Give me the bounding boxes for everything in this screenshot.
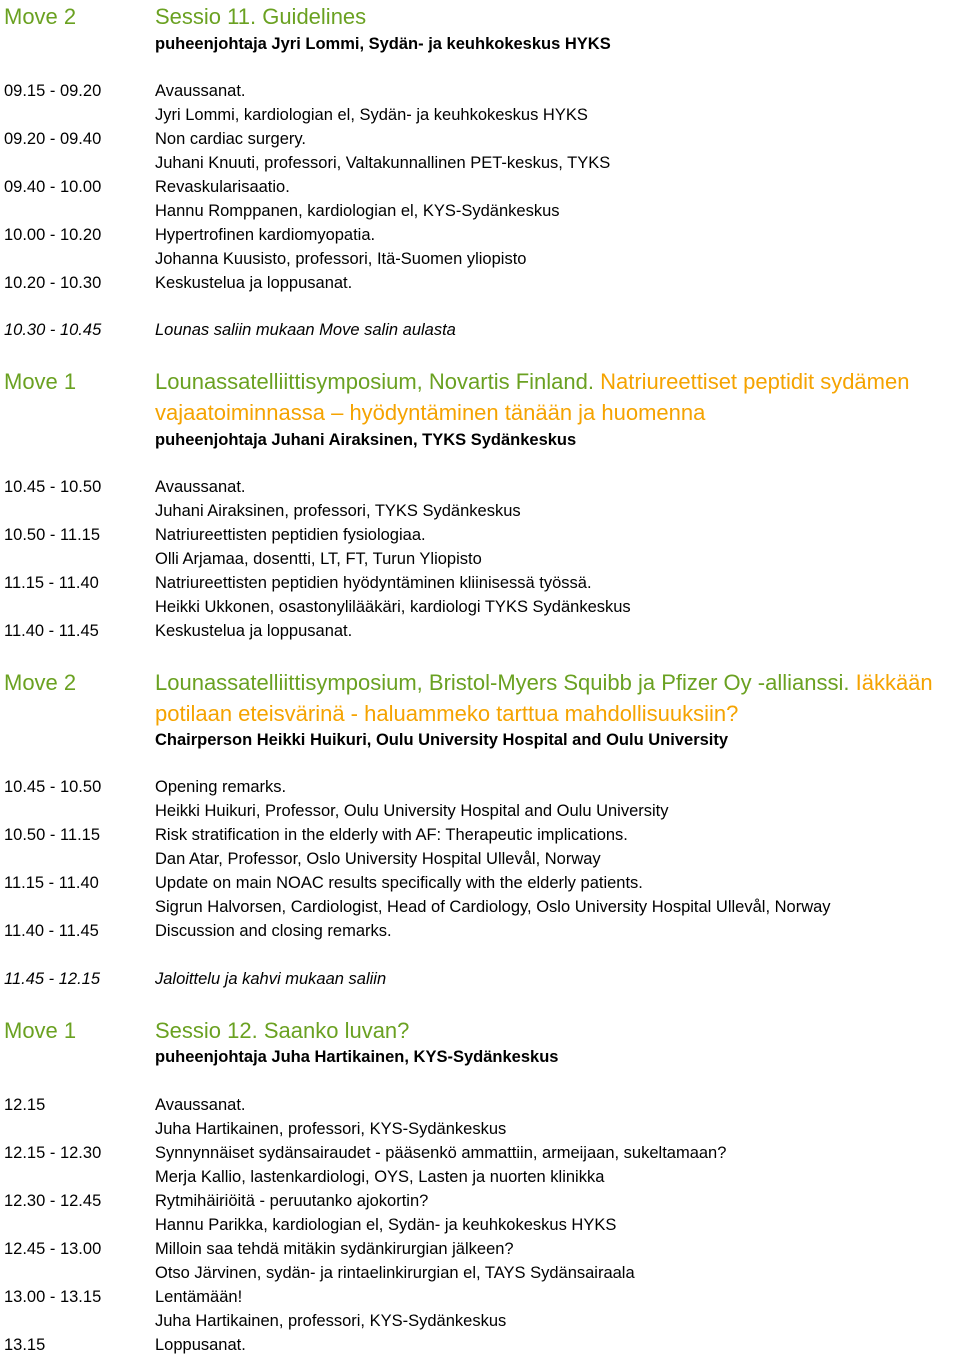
topic: Discussion and closing remarks. (155, 922, 392, 940)
time-slot: 12.15 (4, 1096, 46, 1114)
session-title (155, 367, 909, 397)
topic: Non cardiac surgery. (155, 130, 307, 148)
topic: Natriureettisten peptidien hyödyntäminen kliinisessä työssä. (155, 574, 592, 592)
topic: Avaussanat. (155, 82, 246, 100)
session-chair: puheenjohtaja Jyri Lommi, Sydän- ja keuhkokeskus HYKS (155, 35, 611, 53)
session-title-topic: vajaatoiminnassa – hyödyntäminen tänään ja huomenna (155, 400, 706, 425)
speaker: Otso Järvinen, sydän- ja rintaelinkirurgian el, TAYS Sydänsairaala (155, 1264, 635, 1282)
time-slot: 10.50 - 11.15 (4, 526, 101, 544)
topic: Avaussanat. (155, 478, 246, 496)
session-chair: Chairperson Heikki Huikuri, Oulu University Hospital and Oulu University (155, 731, 729, 749)
break-text: Jaloittelu ja kahvi mukaan saliin (155, 970, 387, 988)
session-title (155, 668, 933, 698)
speaker: Dan Atar, Professor, Oslo University Hospital Ullevål, Norway (155, 850, 601, 868)
session-chair: puheenjohtaja Juha Hartikainen, KYS-Sydänkeskus (155, 1048, 559, 1066)
room-label: Move 1 (4, 1018, 77, 1043)
topic: Update on main NOAC results specifically with the elderly patients. (155, 874, 643, 892)
time-slot: 09.20 - 09.40 (4, 130, 102, 148)
time-slot: 12.30 - 12.45 (4, 1192, 102, 1210)
speaker: Hannu Parikka, kardiologian el, Sydän- ja keuhkokeskus HYKS (155, 1216, 617, 1234)
time-slot: 10.45 - 10.50 (4, 778, 102, 796)
time-slot: 11.45 - 12.15 (4, 970, 101, 988)
topic: Keskustelua ja loppusanat. (155, 274, 353, 292)
time-slot: 12.45 - 13.00 (4, 1240, 102, 1258)
session-chair: puheenjohtaja Juhani Airaksinen, TYKS Sydänkeskus (155, 431, 577, 449)
topic: Natriureettisten peptidien fysiologiaa. (155, 526, 426, 544)
break-text: Lounas saliin mukaan Move salin aulasta (155, 321, 456, 339)
topic: Hypertrofinen kardiomyopatia. (155, 226, 376, 244)
speaker: Merja Kallio, lastenkardiologi, OYS, Lasten ja nuorten klinikka (155, 1168, 605, 1186)
speaker: Juha Hartikainen, professori, KYS-Sydänkeskus (155, 1312, 507, 1330)
session-title-topic: potilaan eteisvärinä - haluammeko tarttua mahdollisuuksiin? (155, 701, 739, 726)
topic: Risk stratification in the elderly with AF: Therapeutic implications. (155, 826, 628, 844)
session-title-sponsor: Lounassatelliittisymposium, Bristol-Myers Squibb ja Pfizer Oy -allianssi. (155, 670, 850, 695)
speaker: Heikki Ukkonen, osastonylilääkäri, kardiologi TYKS Sydänkeskus (155, 598, 631, 616)
time-slot: 13.00 - 13.15 (4, 1288, 102, 1306)
session-title-topic: Iäkkään (855, 670, 933, 695)
topic: Lentämään! (155, 1288, 243, 1306)
speaker: Heikki Huikuri, Professor, Oulu University Hospital and Oulu University (155, 802, 669, 820)
session-title-sponsor: Lounassatelliittisymposium, Novartis Finland. (155, 369, 594, 394)
speaker: Juhani Airaksinen, professori, TYKS Sydänkeskus (155, 502, 521, 520)
time-slot: 12.15 - 12.30 (4, 1144, 102, 1162)
topic: Revaskularisaatio. (155, 178, 290, 196)
time-slot: 11.15 - 11.40 (4, 874, 99, 892)
speaker: Juha Hartikainen, professori, KYS-Sydänkeskus (155, 1120, 507, 1138)
speaker: Johanna Kuusisto, professori, Itä-Suomen yliopisto (155, 250, 527, 268)
speaker: Hannu Romppanen, kardiologian el, KYS-Sydänkeskus (155, 202, 560, 220)
time-slot: 10.45 - 10.50 (4, 478, 102, 496)
time-slot: 09.40 - 10.00 (4, 178, 102, 196)
time-slot: 11.15 - 11.40 (4, 574, 99, 592)
room-label: Move 2 (4, 4, 77, 29)
topic: Avaussanat. (155, 1096, 246, 1114)
time-slot: 09.15 - 09.20 (4, 82, 102, 100)
topic: Keskustelua ja loppusanat. (155, 622, 353, 640)
speaker: Jyri Lommi, kardiologian el, Sydän- ja keuhkokeskus HYKS (155, 106, 588, 124)
topic: Opening remarks. (155, 778, 287, 796)
topic: Rytmihäiriöitä - peruutanko ajokortin? (155, 1192, 429, 1210)
speaker: Juhani Knuuti, professori, Valtakunnallinen PET-keskus, TYKS (155, 154, 611, 172)
speaker: Olli Arjamaa, dosentti, LT, FT, Turun Yliopisto (155, 550, 482, 568)
topic: Loppusanat. (155, 1336, 246, 1354)
time-slot: 10.20 - 10.30 (4, 274, 102, 292)
time-slot: 13.15 (4, 1336, 46, 1354)
time-slot: 11.40 - 11.45 (4, 622, 99, 640)
session-title: Sessio 12. Saanko luvan? (155, 1018, 410, 1043)
room-label: Move 1 (4, 369, 77, 394)
session-title: Sessio 11. Guidelines (155, 4, 367, 29)
room-label: Move 2 (4, 670, 77, 695)
topic: Synnynnäiset sydänsairaudet - pääsenkö ammattiin, armeijaan, sukeltamaan? (155, 1144, 727, 1162)
time-slot: 10.30 - 10.45 (4, 321, 102, 339)
time-slot: 11.40 - 11.45 (4, 922, 99, 940)
time-slot: 10.50 - 11.15 (4, 826, 101, 844)
session-title-topic: Natriureettiset peptidit sydämen (600, 369, 910, 394)
topic: Milloin saa tehdä mitäkin sydänkirurgian jälkeen? (155, 1240, 514, 1258)
time-slot: 10.00 - 10.20 (4, 226, 102, 244)
speaker: Sigrun Halvorsen, Cardiologist, Head of Cardiology, Oslo University Hospital Ullevål, Norway (155, 898, 831, 916)
